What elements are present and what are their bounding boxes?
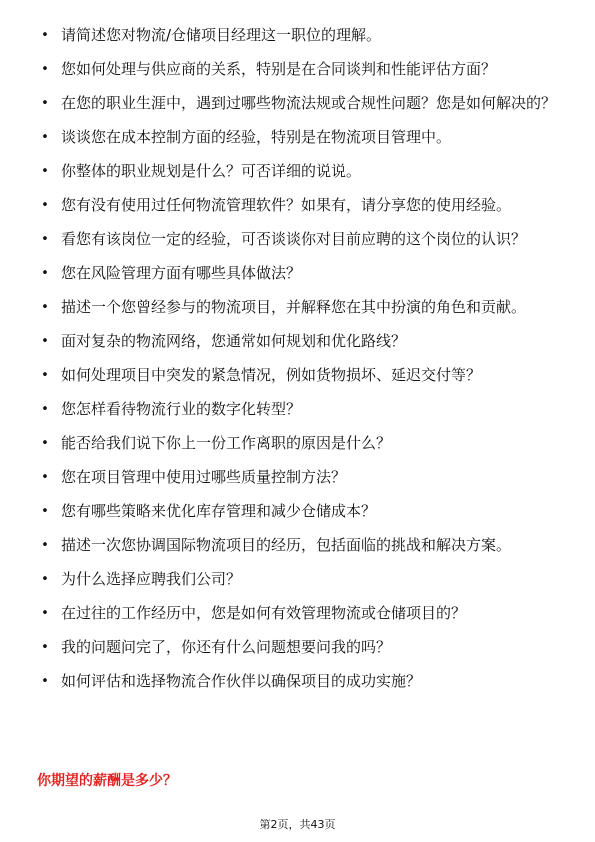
question-text: 你整体的职业规划是什么？可否详细的说说。	[61, 162, 362, 180]
bullet-icon: •	[41, 606, 49, 621]
question-text: 为什么选择应聘我们公司？	[61, 570, 242, 588]
question-text: 如何评估和选择物流合作伙伴以确保项目的成功实施？	[61, 672, 422, 690]
question-item	[36, 603, 556, 624]
question-text: 在您的职业生涯中，遇到过哪些物流法规或合规性问题？您是如何解决的？	[61, 94, 557, 112]
question-text: 我的问题问完了，你还有什么问题想要问我的吗？	[61, 638, 392, 656]
bullet-icon: •	[41, 164, 49, 179]
question-item	[36, 229, 556, 250]
bullet-icon: •	[41, 436, 49, 451]
question-text: 您在项目管理中使用过哪些质量控制方法？	[61, 468, 347, 486]
bullet-icon: •	[41, 470, 49, 485]
question-item	[36, 161, 556, 182]
question-text: 如何处理项目中突发的紧急情况，例如货物损坏、延迟交付等？	[61, 366, 482, 384]
bullet-icon: •	[41, 198, 49, 213]
bullet-icon: •	[41, 572, 49, 587]
question-text: 您有没有使用过任何物流管理软件？如果有，请分享您的使用经验。	[61, 196, 512, 214]
closing-question: 你期望的薪酬是多少？	[37, 773, 177, 789]
question-item	[36, 433, 556, 454]
question-item	[36, 297, 556, 318]
bullet-icon: •	[41, 504, 49, 519]
question-item	[36, 569, 556, 590]
bullet-icon: •	[41, 334, 49, 349]
bullet-icon: •	[41, 640, 49, 655]
question-item	[36, 93, 556, 114]
question-text: 您有哪些策略来优化库存管理和减少仓储成本？	[61, 502, 377, 520]
question-text: 谈谈您在成本控制方面的经验，特别是在物流项目管理中。	[61, 128, 452, 146]
question-item	[36, 25, 556, 46]
question-text: 您在风险管理方面有哪些具体做法？	[61, 264, 302, 282]
question-item	[36, 365, 556, 386]
question-text: 看您有该岗位一定的经验，可否谈谈你对目前应聘的这个岗位的认识？	[61, 230, 527, 248]
question-text: 描述一个您曾经参与的物流项目，并解释您在其中扮演的角色和贡献。	[61, 298, 527, 316]
bullet-icon: •	[41, 674, 49, 689]
question-item	[36, 399, 556, 420]
page-number: 第2页，共43页	[259, 818, 336, 831]
bullet-icon: •	[41, 368, 49, 383]
question-text: 您如何处理与供应商的关系，特别是在合同谈判和性能评估方面？	[61, 60, 497, 78]
question-text: 请简述您对物流/仓储项目经理这一职位的理解。	[61, 26, 382, 44]
question-item	[36, 59, 556, 80]
question-item	[36, 127, 556, 148]
question-text: 您怎样看待物流行业的数字化转型？	[61, 400, 302, 418]
bullet-icon: •	[41, 62, 49, 77]
question-text: 面对复杂的物流网络，您通常如何规划和优化路线？	[61, 332, 407, 350]
question-list	[36, 25, 556, 705]
question-item	[36, 671, 556, 692]
bullet-icon: •	[41, 96, 49, 111]
bullet-icon: •	[41, 130, 49, 145]
bullet-icon: •	[41, 28, 49, 43]
question-item	[36, 637, 556, 658]
bullet-icon: •	[41, 300, 49, 315]
question-item	[36, 331, 556, 352]
question-item	[36, 195, 556, 216]
bullet-icon: •	[41, 232, 49, 247]
question-item	[36, 263, 556, 284]
question-item	[36, 535, 556, 556]
question-item	[36, 467, 556, 488]
question-text: 能否给我们说下你上一份工作离职的原因是什么？	[61, 434, 392, 452]
question-text: 描述一次您协调国际物流项目的经历，包括面临的挑战和解决方案。	[61, 536, 512, 554]
question-item	[36, 501, 556, 522]
bullet-icon: •	[41, 538, 49, 553]
bullet-icon: •	[41, 402, 49, 417]
bullet-icon: •	[41, 266, 49, 281]
question-text: 在过往的工作经历中，您是如何有效管理物流或仓储项目的？	[61, 604, 467, 622]
